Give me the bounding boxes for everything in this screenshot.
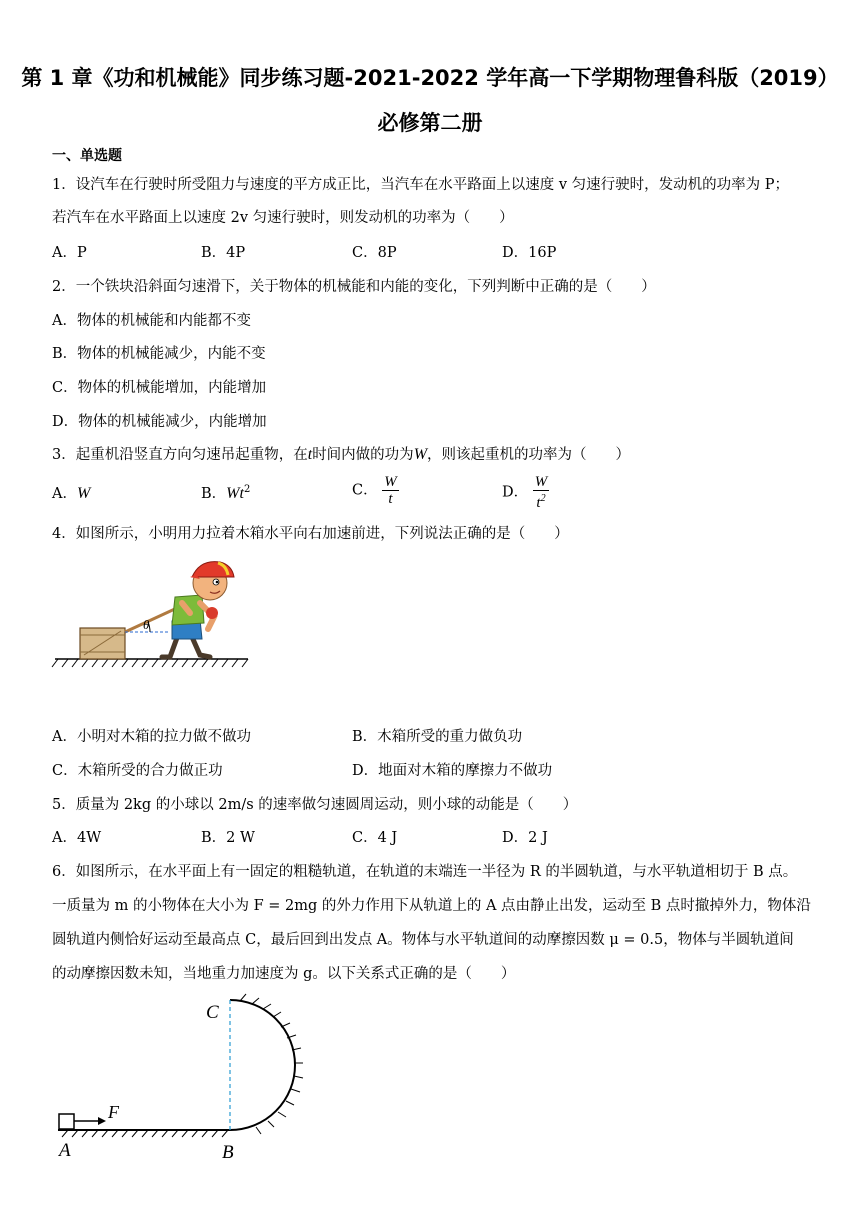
q3-option-a: A．W [52,485,91,502]
page-subtitle: 必修第二册 [377,111,483,135]
q5-stem: 5．质量为 2kg 的小球以 2m/s 的速率做匀速圆周运动，则小球的动能是（ ） [52,797,578,813]
label-A: A [59,1140,71,1161]
q3-option-d: D． $\frac{W}{t^2}$ [502,474,548,511]
fraction-w-over-t-squared: $\frac{W}{t^2}$ [534,474,548,511]
q1-option-d: D．16P [502,245,557,261]
q1-option-b: B．4P [201,245,246,261]
q5-option-c: C．4 J [352,830,398,846]
q4-figure-boy-pulling-box [50,555,260,675]
label-B: B [222,1142,234,1163]
label-F: F [108,1102,119,1122]
q3-stem: 3．起重机沿竖直方向匀速吊起重物，在t时间内做的功为W，则该起重机的功率为（ ） [52,446,631,463]
q3-var-t: t [307,446,313,463]
q4-option-a: A．小明对木箱的拉力做不做功 [52,729,251,745]
q4-option-b: B．木箱所受的重力做负功 [352,729,523,745]
page-title: 第 1 章《功和机械能》同步练习题-2021-2022 学年高一下学期物理鲁科版（2019） [21,66,839,90]
label-C: C [206,1002,219,1023]
q3-option-c: C． $\frac{W}{t}$ [352,474,397,507]
q4-stem: 4．如图所示，小明用力拉着木箱水平向右加速前进，下列说法正确的是（ ） [52,526,569,542]
q6-stem-line1: 6．如图所示，在水平面上有一固定的粗糙轨道，在轨道的末端连一半径为 R 的半圆轨道，与水平轨道相切于 B 点。 [52,864,798,880]
semicircle-track [230,1000,295,1130]
q4-option-c: C．木箱所受的合力做正功 [52,763,223,779]
q2-option-b: B．物体的机械能减少，内能不变 [52,346,266,362]
q3-var-w: W [413,446,428,463]
q6-stem-line4: 的动摩擦因数未知，当地重力加速度为 g。以下关系式正确的是（ ） [52,966,516,982]
q6-figure-track [50,990,320,1165]
small-block [59,1114,74,1129]
fraction-w-over-t: $\frac{W}{t}$ [384,474,397,507]
q5-option-a: A．4W [52,830,102,846]
q1-stem-line2: 若汽车在水平路面上以速度 2v 匀速行驶时，则发动机的功率为（ ） [52,210,514,226]
q2-stem: 2．一个铁块沿斜面匀速滑下，关于物体的机械能和内能的变化，下列判断中正确的是（ ） [52,279,656,295]
q6-stem-line2: 一质量为 m 的小物体在大小为 F = 2mg 的外力作用下从轨道上的 A 点由静止出发，运动至 B 点时撤掉外力，物体沿 [52,898,811,914]
q3-option-b: B．Wt$^2$ [201,484,251,502]
q2-option-c: C．物体的机械能增加，内能增加 [52,380,267,396]
angle-theta-label: θ [143,617,150,632]
q6-stem-line3: 圆轨道内侧恰好运动至最高点 C，最后回到出发点 A。物体与水平轨道间的动摩擦因数 μ = 0.5，物体与半圆轨道间 [52,932,794,948]
section-heading: 一、单选题 [52,148,122,164]
q5-option-b: B．2 W [201,830,255,846]
q2-option-a: A．物体的机械能和内能都不变 [52,313,251,329]
q1-option-a: A．P [52,245,87,261]
q5-option-d: D．2 J [502,830,548,846]
q2-option-d: D．物体的机械能减少，内能增加 [52,414,267,430]
q4-option-d: D．地面对木箱的摩擦力不做功 [352,763,553,779]
q1-option-c: C．8P [352,245,397,261]
q1-stem-line1: 1．设汽车在行驶时所受阻力与速度的平方成正比，当汽车在水平路面上以速度 v 匀速行驶时，发动机的功率为 P； [52,177,789,193]
